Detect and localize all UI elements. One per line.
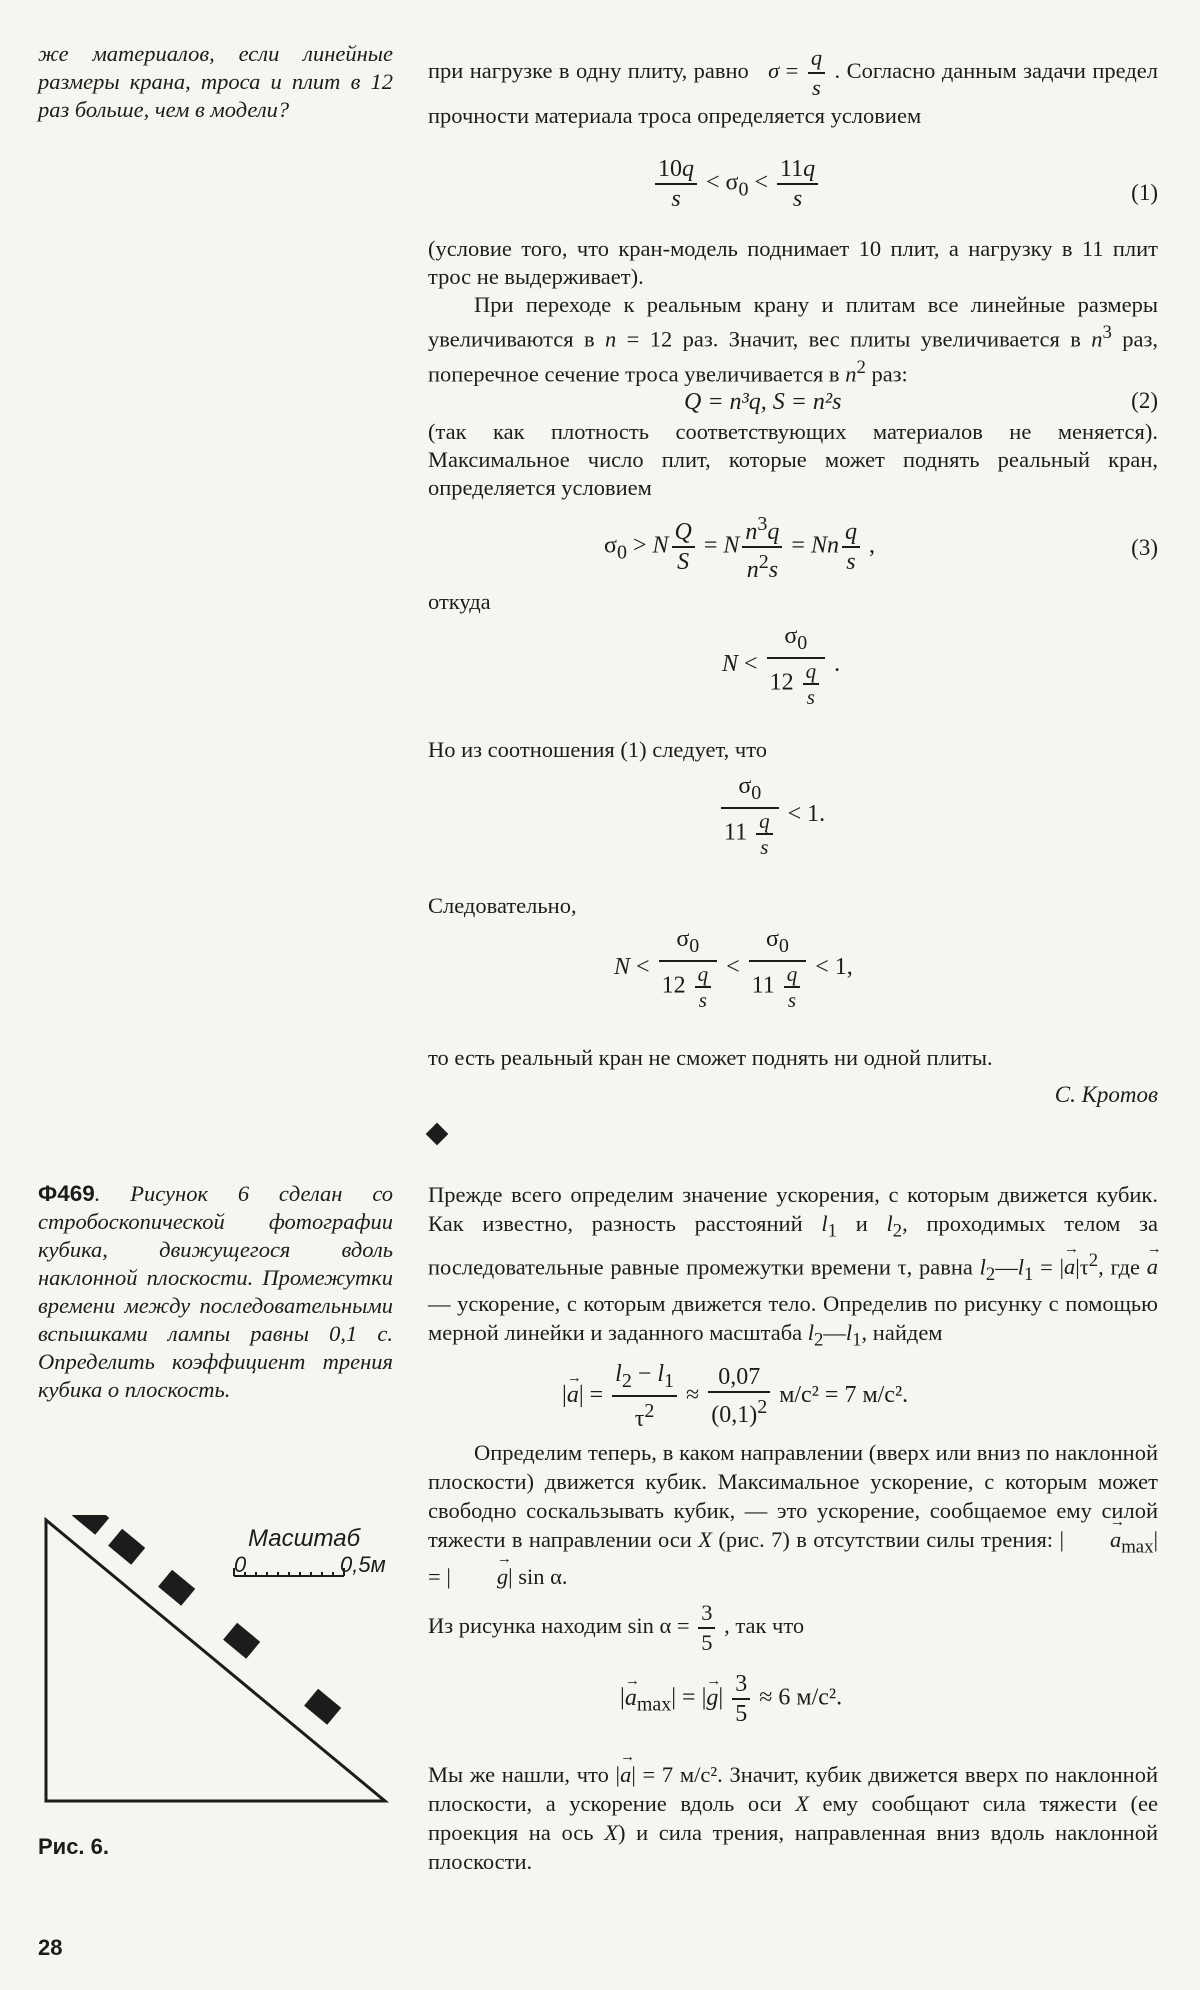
sol1-paragraph-1: при нагрузке в одну плиту, равно σ = $\frac{q}{s}$ . Согласно данным задачи предел прочности материала троса определяется условием (428, 45, 1158, 128)
text-span: и (855, 1211, 868, 1236)
text-span: ему сообщают сила тяжести (ее проекция на ось (428, 1791, 1158, 1845)
scale-label: Масштаб (248, 1525, 361, 1552)
cube-5 (304, 1689, 341, 1725)
inclined-plane-triangle (46, 1520, 385, 1801)
sol1-paragraph-6: то есть реальный кран не сможет поднять ни одной плиты. (428, 1045, 993, 1070)
equation-1-number: (1) (1131, 180, 1158, 205)
author-signature: С. Кротов (1054, 1082, 1158, 1107)
text-span: Мы же нашли, что (428, 1762, 609, 1787)
text-span: Определим теперь, в каком направлении (вверх или вниз по наклонной плоскости) движется кубик. Максимальное ускорение, с которым может свободно соскальзывать кубик, — это ускорение, сообщаемое ему силой тяжести в направлении оси (428, 1440, 1158, 1552)
section-separator-diamond (426, 1123, 449, 1146)
amax-result: ≈ 6 м/с². (759, 1684, 843, 1711)
text-span: Прежде всего определим значение ускорения, с которым движется кубик. Как известно, разность расстояний (428, 1182, 1158, 1236)
equation-2: Q = n³q, S = n²s (684, 389, 842, 415)
page-number: 28 (38, 1935, 63, 1960)
sidebar-question-end: же материалов, если линейные размеры крана, троса и плит в 12 раз больше, чем в модели? (38, 41, 393, 122)
text-span: = 12 раз. Значит, вес плиты увеличивается в (626, 326, 1081, 352)
sol2-paragraph-1: Прежде всего определим значение ускорения, с которым движется кубик. Как известно, разность расстояний $l_1$ и $l_2$, проходимых телом за последовательные равные промежутки времени τ, равна $l_2—l_1$ = |→ $a|\tau^2$, где → a — ускорение, с которым движется тело. Определив по рисунку с помощью мерной линейки и заданного масштаба $l_2—l_1$, найдем (428, 1180, 1158, 1354)
text-span: Из рисунка находим sin α = (428, 1612, 690, 1638)
sol2-paragraph-2: Определим теперь, в каком направлении (вверх или вниз по наклонной плоскости) движется кубик. Максимальное ускорение, с которым может свободно соскальзывать кубик, — это ускорение, сообщаемое ему силой тяжести в направлении оси X (рис. 7) в отсутствии силы трения: |→ $a_{max}|$ = |→ g| sin α. Из рисунка находим sin α = $\frac{3}{5}$ , так что (428, 1438, 1158, 1657)
text-span: раз: (871, 361, 908, 386)
scale-ruler (234, 1568, 344, 1576)
scale-end: 0,5м (340, 1552, 386, 1577)
text-span: При переходе к реальным крану и плитам все линейные размеры увеличиваются в (428, 292, 1158, 352)
sol1-paragraph-3: При переходе к реальным крану и плитам все линейные размеры увеличиваются в n = 12 раз. Значит, вес плиты увеличивается в $n^3$ раз, поперечное сечение троса увеличивается в $n^2$ раз: (428, 292, 1159, 386)
text-span: . Согласно данным задачи предел прочности материала троса определяется условием (428, 58, 1158, 128)
problem-label: Ф469 (38, 1181, 95, 1206)
word-therefore: Следовательно, (428, 893, 577, 918)
equation-1: $\frac{10q}{s}$ < $\sigma_0$ < $\frac{11q}{s}$ (652, 155, 821, 213)
text-span: ) и сила трения, направленная вниз вдоль наклонной плоскости. (428, 1820, 1158, 1874)
sol1-paragraph-5: Но из соотношения (1) следует, что (428, 737, 768, 762)
word-whence: откуда (428, 589, 491, 614)
equation-final: N < $\sigma_0$ 12 $\frac{q}{s}$ < $\sigma_0$ 11 $\frac{q}{s}$ < 1, (614, 926, 853, 1012)
sol1-paragraph-4: (так как плотность соответствующих материалов не меняется). Максимальное число плит, которые может поднять реальный кран, определяется условием (428, 419, 1158, 500)
cube-3 (158, 1570, 195, 1606)
scale-start: 0 (234, 1552, 247, 1577)
text-span: , найдем (861, 1319, 943, 1345)
text-span: , так что (724, 1612, 805, 1638)
equation-amax: |→ $a_{max}|$ = |→ g| $\frac{3}{5}$ ≈ 6 м/с². (620, 1670, 842, 1728)
equation-3: $\sigma_0 > N$ $\frac{Q}{S}$ = N $\frac{n^3q}{n^2s}$ = Nn $\frac{q}{s}$ , (604, 510, 875, 584)
sol2-paragraph-3: Мы же нашли, что |→ a| = 7 м/с². Значит, кубик движется вверх по наклонной плоскости, а ускорение вдоль оси X ему сообщают сила тяжести (ее проекция на ось X) и сила трения, направленная вниз вдоль наклонной плоскости. (428, 1760, 1158, 1876)
text-span: , проходимых телом за последовательные равные промежутки времени τ, равна (428, 1211, 1159, 1279)
equation-3-number: (3) (1131, 535, 1158, 560)
equation-ratio: $\sigma_0$ 11 $\frac{q}{s}$ < 1. (718, 772, 825, 859)
text-span: при нагрузке в одну плиту, равно (428, 58, 749, 84)
figure-caption: Рис. 6. (38, 1834, 110, 1859)
text-span: раз, поперечное сечение троса увеличивается в (428, 326, 1159, 386)
equation-2-number: (2) (1131, 388, 1158, 413)
text-span: = 7 м/с². Значит, кубик движется вверх по наклонной плоскости, а ускорение вдоль оси (428, 1762, 1158, 1816)
equation-acceleration: |→ a| = $\frac{l_2 - l_1}{\tau^2}$ ≈ $\frac{0,07}{(0,1)^2}$ м/с² = 7 м/с². (562, 1360, 908, 1433)
text-span: — ускорение, с которым движется тело. Определив по рисунку с помощью мерной линейки и заданного масштаба (428, 1290, 1158, 1345)
text-span: (рис. 7) в отсутствии силы трения: (718, 1527, 1054, 1552)
cube-2 (108, 1529, 145, 1565)
acceleration-numerator: 0,07 (708, 1363, 770, 1393)
acceleration-result: м/с² = 7 м/с². (779, 1381, 909, 1408)
sol1-paragraph-2: (условие того, что кран-модель поднимает 10 плит, а нагрузку в 11 плит трос не выдерживает). (428, 236, 1158, 289)
problem-statement (38, 1180, 393, 1404)
cube-1 (72, 1515, 109, 1535)
equation-n-bound: N < $\sigma_0$ 12 $\frac{q}{s}$ . (722, 623, 841, 709)
problem-text: . Рисунок 6 сделан со стробоскопической фотографии кубика, движущегося вдоль наклонной плоскости. Промежутки времени между последовательными вспышками лампы равны 0,1 с. Определить коэффициент трения кубика о плоскость. (38, 1181, 393, 1402)
cube-4 (223, 1623, 260, 1659)
